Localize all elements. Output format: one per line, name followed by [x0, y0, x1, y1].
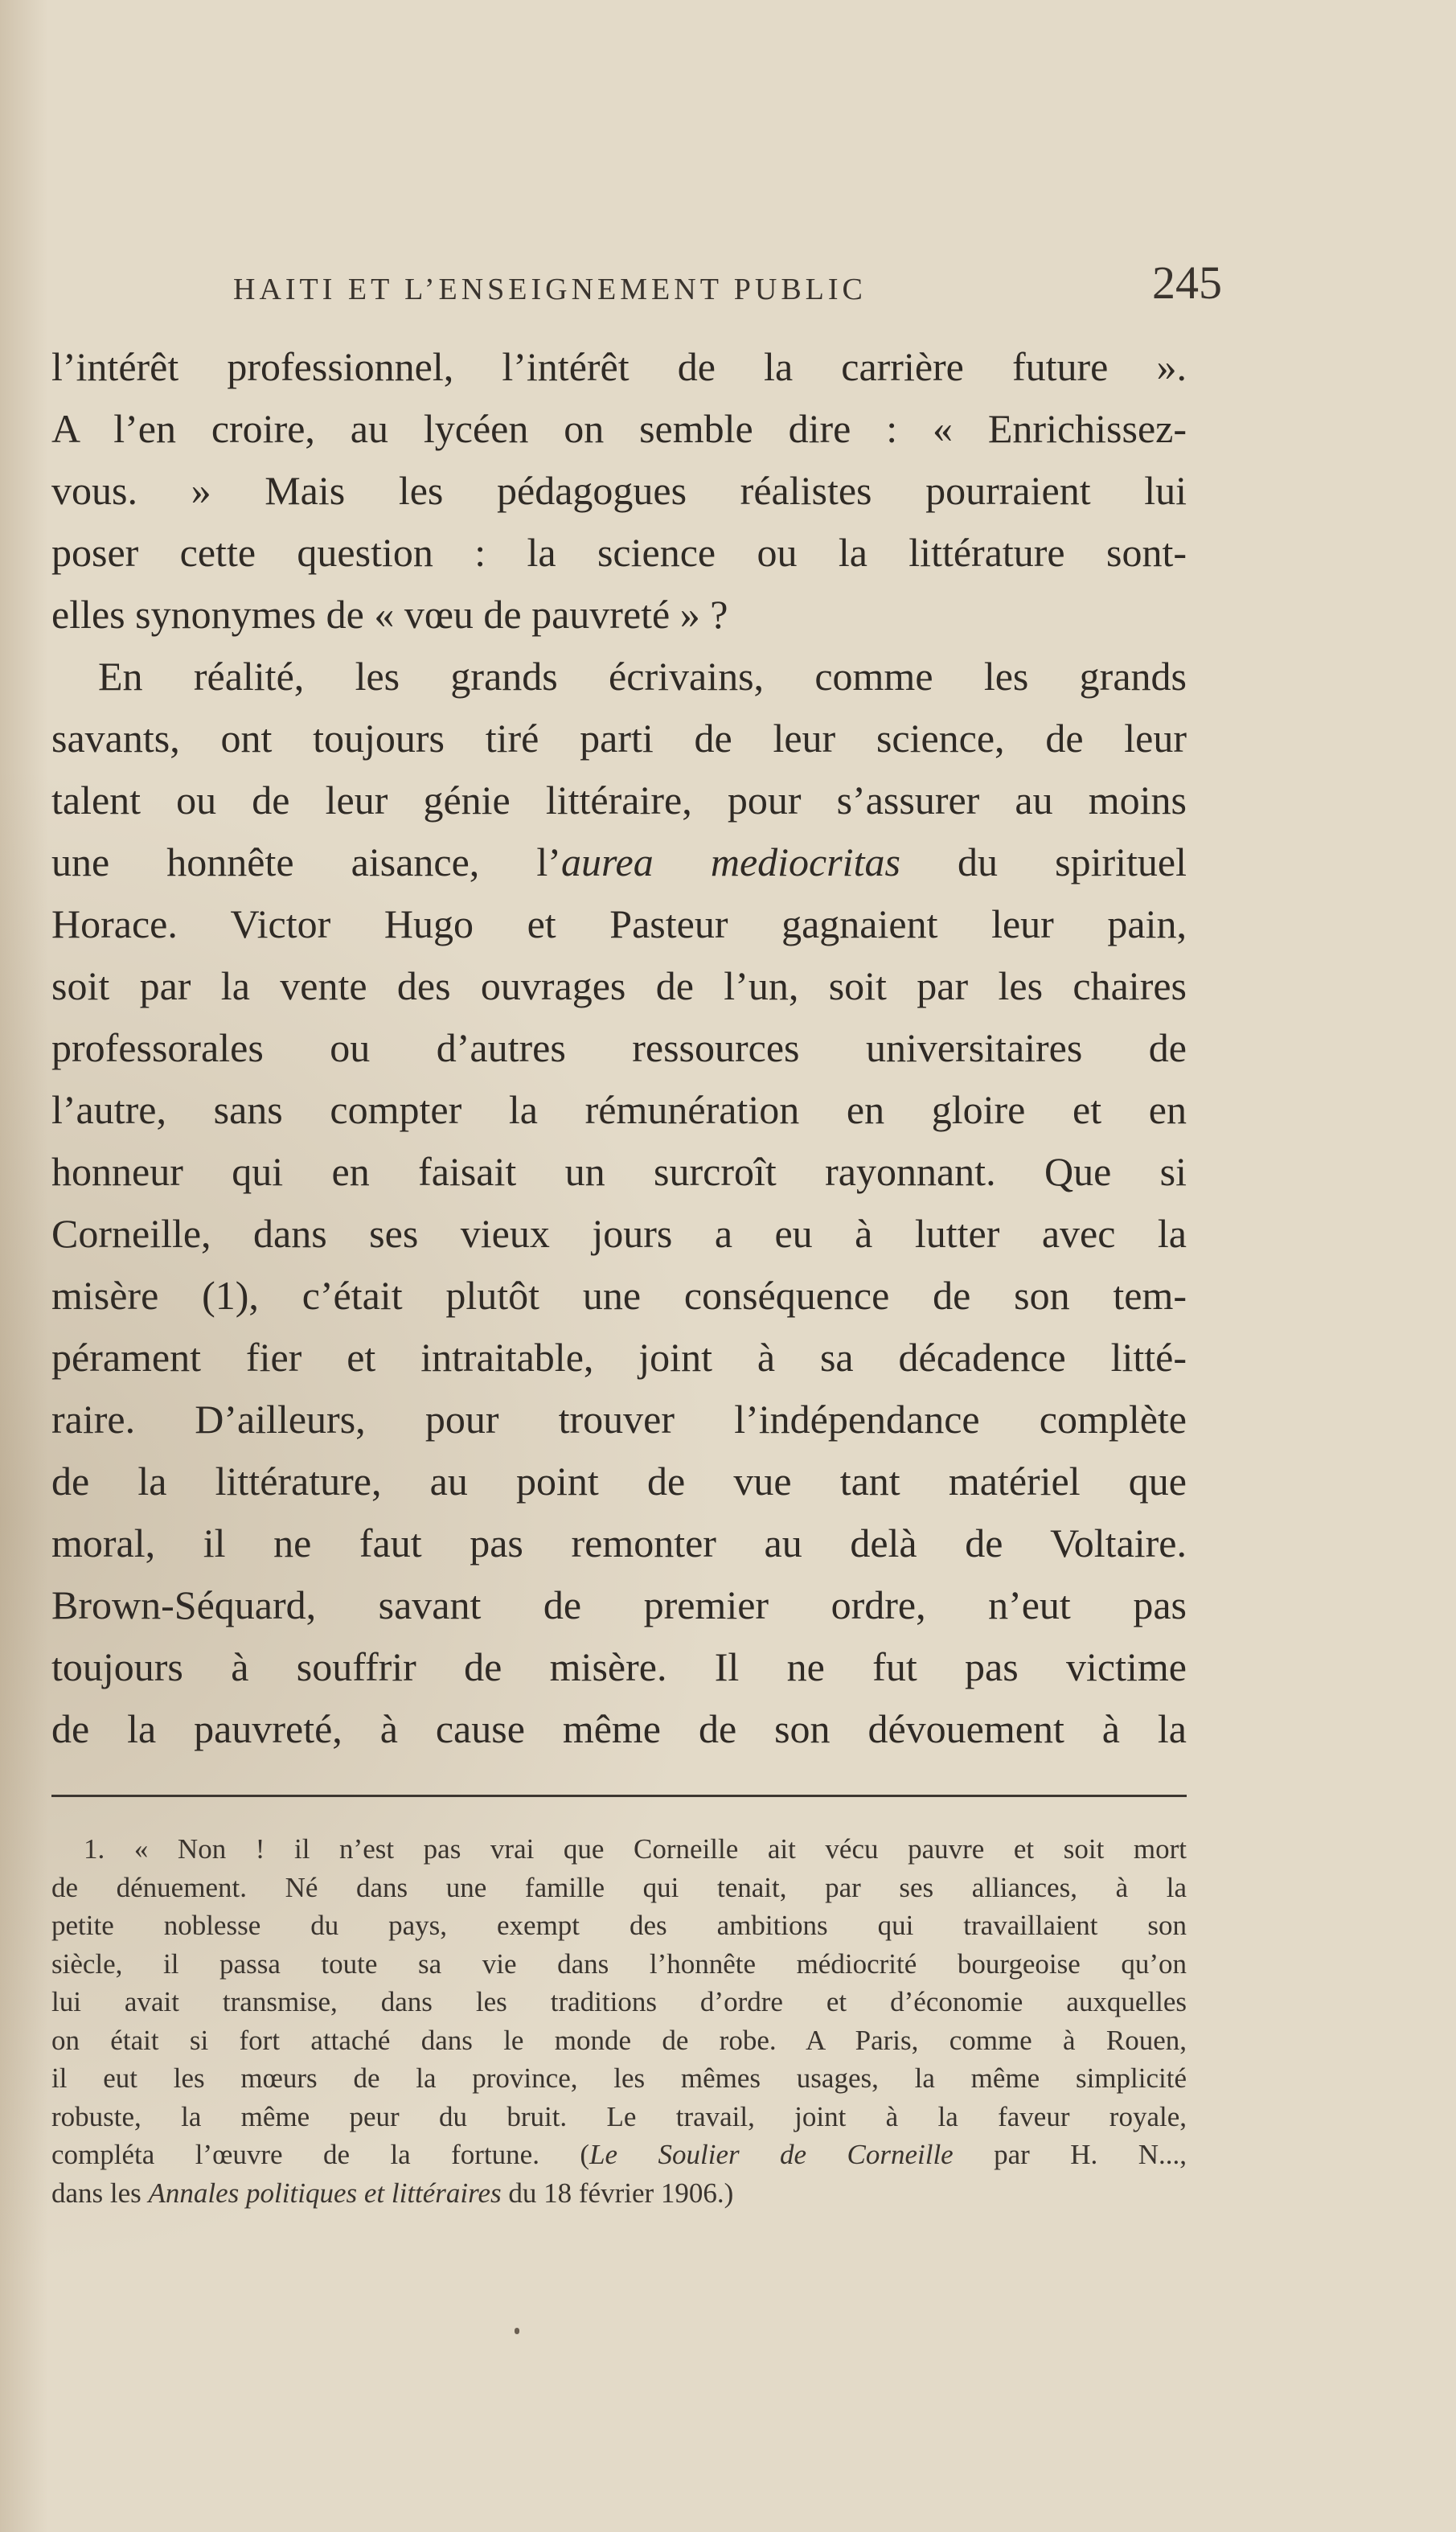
body-line: En réalité, les grands écrivains, comme les grands: [98, 654, 1187, 699]
footnote-line: [51, 2136, 1187, 2174]
footnote-text-segment: du 18 février 1906.): [501, 2177, 734, 2209]
latin-phrase: aurea mediocritas: [560, 839, 900, 884]
body-line: soit par la vente des ouvrages de l’un, soit par les chaires: [51, 963, 1187, 1008]
body-line: honneur qui en faisait un surcroît rayonnant. Que si: [51, 1149, 1187, 1194]
body-line: de la littérature, au point de vue tant matériel que: [51, 1459, 1187, 1504]
body-line: vous. » Mais les pédagogues réalistes pourraient lui: [51, 468, 1187, 513]
body-line: l’intérêt professionnel, l’intérêt de la carrière future ».: [51, 344, 1187, 389]
body-line: professorales ou d’autres ressources universitaires de: [51, 1025, 1187, 1070]
body-line: l’autre, sans compter la rémunération en gloire et en: [51, 1087, 1187, 1132]
body-line: pérament fier et intraitable, joint à sa décadence litté-: [51, 1335, 1187, 1380]
footnote-line: il eut les mœurs de la province, les mêmes usages, la même simplicité: [51, 2062, 1187, 2094]
footnote-text-segment: dans les: [51, 2177, 149, 2209]
body-line: poser cette question : la science ou la littérature sont-: [51, 530, 1187, 575]
body-line: Brown-Séquard, savant de premier ordre, n’eut pas: [51, 1582, 1187, 1627]
page-header: [233, 256, 1222, 312]
footnote-line: de dénuement. Né dans une famille qui tenait, par ses alliances, à la: [51, 1871, 1187, 1903]
footnote-line: robuste, la même peur du bruit. Le travail, joint à la faveur royale,: [51, 2100, 1187, 2132]
ink-speck: [515, 2328, 519, 2334]
body-line: moral, il ne faut pas remonter au delà de Voltaire.: [51, 1520, 1187, 1566]
footnote-line: lui avait transmise, dans les traditions d’ordre et d’économie auxquelles: [51, 1986, 1187, 2017]
footnote-text-segment: par H. N...,: [953, 2139, 1187, 2170]
footnote-line: petite noblesse du pays, exempt des ambitions qui travaillaient son: [51, 1910, 1187, 1941]
cited-work-title: Le Soulier de Corneille: [589, 2139, 954, 2170]
body-line: de la pauvreté, à cause même de son dévouement à la: [51, 1706, 1187, 1751]
footnote: [51, 1830, 1187, 2212]
body-line: [51, 831, 1187, 893]
footnote-line: siècle, il passa toute sa vie dans l’honnête médiocrité bourgeoise qu’on: [51, 1947, 1187, 1980]
body-line: Corneille, dans ses vieux jours a eu à lutter avec la: [51, 1211, 1187, 1256]
body-line: A l’en croire, au lycéen on semble dire : « Enrichissez-: [51, 406, 1187, 451]
body-line: elles synonymes de « vœu de pauvreté » ?: [51, 592, 728, 637]
footnote-line: on était si fort attaché dans le monde de robe. A Paris, comme à Rouen,: [51, 2024, 1187, 2056]
footnote-line: 1. « Non ! il n’est pas vrai que Corneille ait vécu pauvre et soit mort: [84, 1833, 1187, 1865]
body-text-segment: une honnête aisance, l’: [51, 839, 561, 884]
running-title: HAITI ET L’ENSEIGNEMENT PUBLIC: [233, 273, 867, 306]
cited-journal-title: Annales politiques et littéraires: [148, 2177, 502, 2209]
body-line: toujours à souffrir de misère. Il ne fut pas victime: [51, 1644, 1187, 1689]
body-line: Horace. Victor Hugo et Pasteur gagnaient leur pain,: [51, 901, 1187, 946]
footnote-text-segment: compléta l’œuvre de la fortune. (: [51, 2139, 590, 2170]
body-line: savants, ont toujours tiré parti de leur science, de leur: [51, 716, 1187, 761]
page-number: 245: [1152, 256, 1222, 309]
body-text: [51, 336, 1187, 1767]
body-line: raire. D’ailleurs, pour trouver l’indépendance complète: [51, 1397, 1187, 1442]
body-line: talent ou de leur génie littéraire, pour s’assurer au moins: [51, 778, 1187, 823]
body-line: misère (1), c’était plutôt une conséquence de son tem-: [51, 1273, 1187, 1318]
footnote-divider: [51, 1795, 1187, 1797]
footnote-line: [51, 2174, 1187, 2213]
body-text-segment: du spirituel: [900, 839, 1187, 884]
